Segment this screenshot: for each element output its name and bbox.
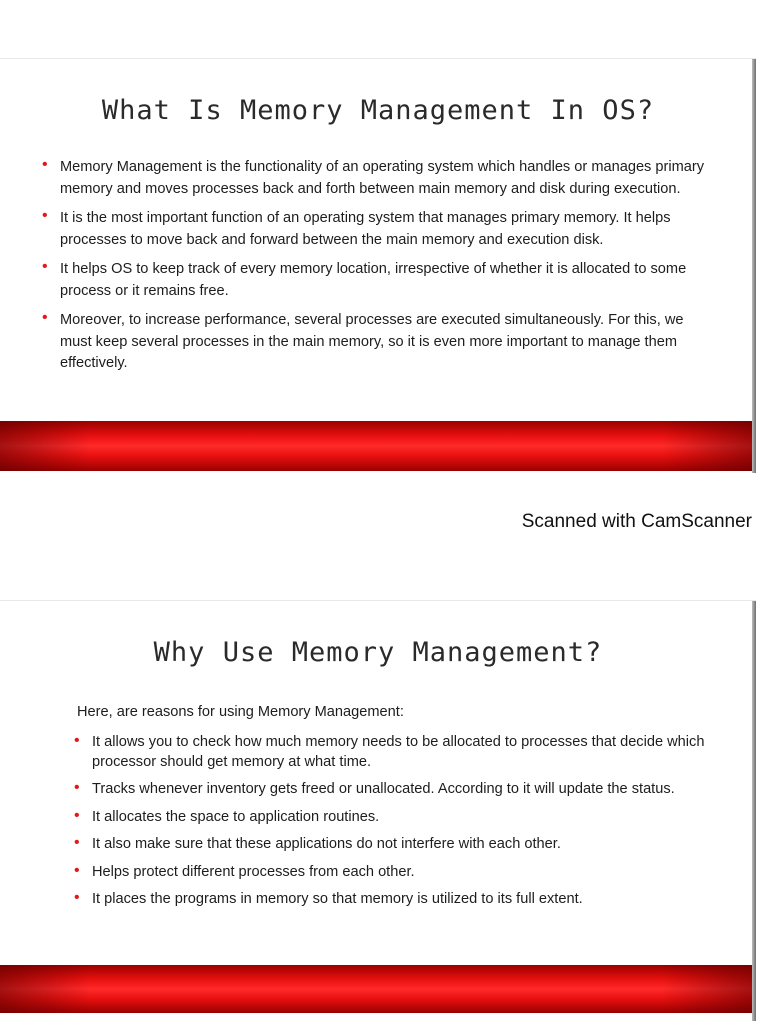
list-item — [42, 157, 707, 200]
list-item — [42, 259, 707, 302]
slide-2 — [0, 600, 756, 1021]
list-item — [74, 863, 714, 883]
bullet-list — [74, 733, 714, 918]
list-item — [42, 208, 707, 251]
bullet-text: It allocates the space to application routines. — [92, 808, 380, 825]
slide-intro: Here, are reasons for using Memory Management: — [77, 704, 404, 720]
bullet-text: It also make sure that these applications do not interfere with each other. — [92, 836, 561, 852]
list-item — [74, 890, 714, 910]
list-item — [74, 733, 714, 772]
list-item — [42, 310, 707, 375]
bullet-text: Moreover, to increase performance, several processes are executed simultaneously. For this, we must keep several processes in the main memory, so it is even more important to manage them effectively. — [60, 312, 684, 371]
bullet-dot-icon: • — [74, 779, 80, 796]
bullet-dot-icon: • — [42, 156, 48, 173]
bullet-dot-icon: • — [74, 834, 80, 851]
list-item — [74, 835, 714, 855]
slide-title: What Is Memory Management In OS? — [101, 95, 655, 126]
bullet-dot-icon: • — [42, 309, 48, 326]
bullet-dot-icon: • — [74, 889, 80, 906]
camscanner-watermark: Scanned with CamScanner — [521, 511, 752, 532]
bullet-dot-icon: • — [74, 732, 80, 749]
slide-1 — [0, 58, 756, 473]
slide-title: Why Use Memory Management? — [153, 637, 603, 668]
bullet-dot-icon: • — [74, 861, 80, 879]
bullet-text: It helps OS to keep track of every memory location, irrespective of whether it is allocated to some process or it remains free. — [60, 261, 687, 299]
list-item — [74, 808, 714, 828]
bullet-list — [42, 157, 707, 383]
bullet-dot-icon: • — [42, 258, 48, 275]
bullet-text: Memory Management is the functionality of an operating system which handles or manages primary memory and moves processes back and forth between main memory and disk during execution. — [60, 159, 705, 197]
bullet-text: It is the most important function of an operating system that manages primary memory. It helps processes to move back and forward between the main memory and execution disk. — [60, 210, 671, 248]
bullet-text: It allows you to check how much memory needs to be allocated to processes that decide which processor should get memory at what time. — [92, 734, 705, 770]
bullet-text: It places the programs in memory so that memory is utilized to its full extent. — [92, 891, 583, 907]
bullet-dot-icon: • — [74, 806, 80, 824]
bullet-text: Helps protect different processes from each other. — [92, 863, 415, 880]
footer-red-bar — [0, 421, 752, 471]
list-item — [74, 780, 714, 800]
bullet-dot-icon: • — [42, 207, 48, 224]
bullet-text: Tracks whenever inventory gets freed or unallocated. According to it will update the status. — [92, 781, 675, 797]
footer-red-bar — [0, 965, 752, 1013]
